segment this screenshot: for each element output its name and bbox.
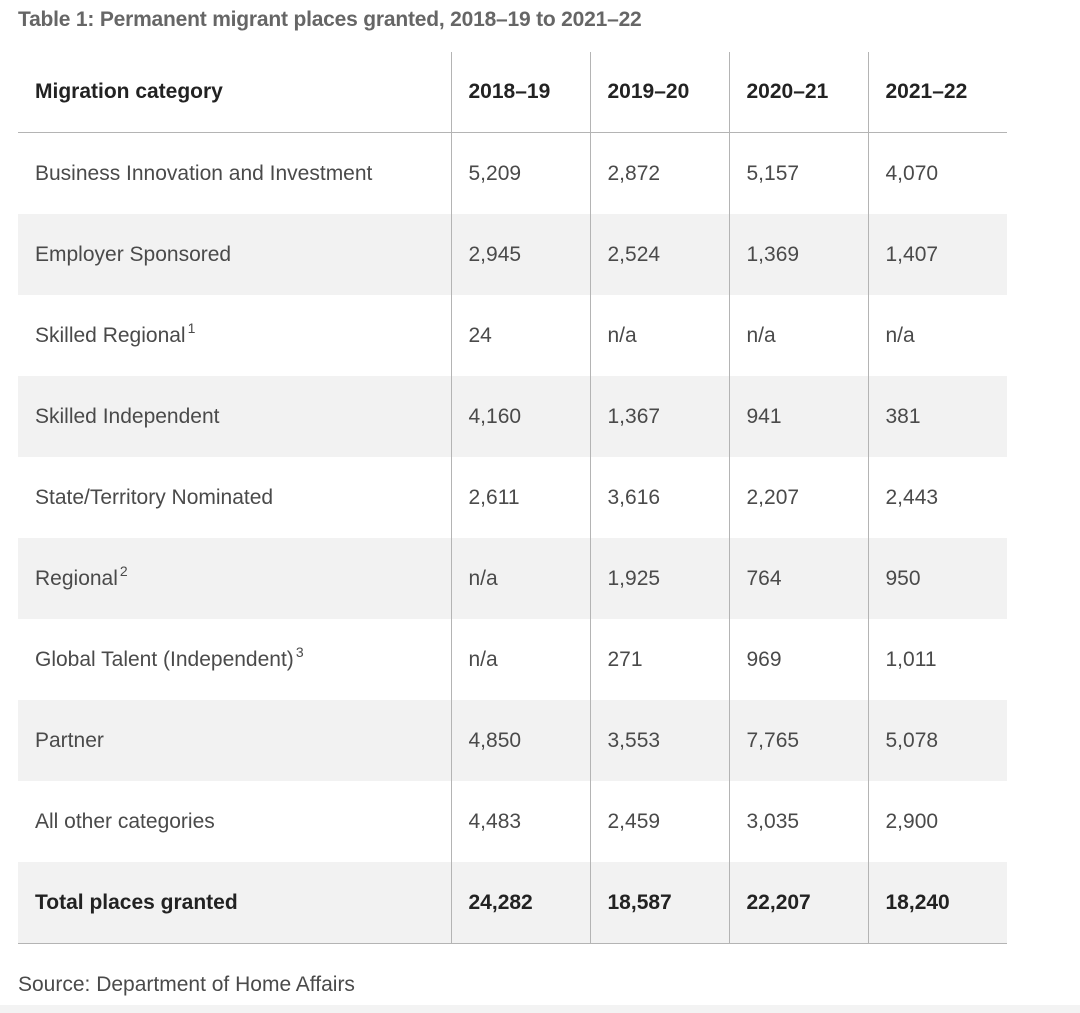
- page-bottom-band: [0, 1005, 1080, 1013]
- table-row: [18, 700, 1007, 781]
- table-row: [18, 295, 1007, 376]
- value-cell: 5,209: [451, 133, 590, 215]
- value-cell: 1,369: [729, 214, 868, 295]
- footnote-marker: 3: [295, 643, 304, 660]
- total-row: [18, 862, 1007, 944]
- row-label-cell: [18, 376, 451, 457]
- value-cell: 4,483: [451, 781, 590, 862]
- table-row: [18, 457, 1007, 538]
- value-cell: 1,407: [868, 214, 1007, 295]
- value-cell: 24: [451, 295, 590, 376]
- value-cell: 4,070: [868, 133, 1007, 215]
- value-cell: 271: [590, 619, 729, 700]
- row-label: Skilled Independent: [35, 404, 220, 428]
- value-cell: 7,765: [729, 700, 868, 781]
- value-cell: 2,872: [590, 133, 729, 215]
- row-label: Global Talent (Independent): [35, 647, 294, 671]
- value-cell: 381: [868, 376, 1007, 457]
- value-cell: 3,035: [729, 781, 868, 862]
- value-cell: n/a: [729, 295, 868, 376]
- table-body: [18, 133, 1007, 944]
- value-cell: n/a: [451, 538, 590, 619]
- column-header-year: 2021–22: [868, 52, 1007, 133]
- value-cell: 4,160: [451, 376, 590, 457]
- value-cell: 2,900: [868, 781, 1007, 862]
- value-cell: 5,078: [868, 700, 1007, 781]
- value-cell: n/a: [451, 619, 590, 700]
- table-row: [18, 376, 1007, 457]
- value-cell: 4,850: [451, 700, 590, 781]
- column-header-year: 2019–20: [590, 52, 729, 133]
- table-row: [18, 214, 1007, 295]
- footnote-marker: 1: [187, 319, 196, 336]
- row-label-cell: [18, 133, 451, 215]
- value-cell: 969: [729, 619, 868, 700]
- value-cell: 3,616: [590, 457, 729, 538]
- value-cell: 950: [868, 538, 1007, 619]
- row-label-cell: [18, 538, 451, 619]
- row-label: Business Innovation and Investment: [35, 161, 373, 185]
- value-cell: 2,207: [729, 457, 868, 538]
- row-label: All other categories: [35, 809, 215, 833]
- row-label-cell: [18, 619, 451, 700]
- total-value-cell: 18,587: [590, 862, 729, 944]
- row-label: Employer Sponsored: [35, 242, 232, 266]
- table-header-row: [18, 52, 1007, 133]
- total-value-cell: 22,207: [729, 862, 868, 944]
- row-label-cell: [18, 781, 451, 862]
- row-label-cell: [18, 295, 451, 376]
- column-header-year: 2018–19: [451, 52, 590, 133]
- source-note: Source: Department of Home Affairs: [18, 973, 355, 996]
- row-label: Partner: [35, 728, 104, 752]
- row-label: Skilled Regional: [35, 323, 186, 347]
- migrant-places-table: [18, 52, 1007, 944]
- table-row: [18, 133, 1007, 215]
- total-value-cell: 18,240: [868, 862, 1007, 944]
- value-cell: 1,011: [868, 619, 1007, 700]
- table-row: [18, 619, 1007, 700]
- value-cell: 1,367: [590, 376, 729, 457]
- value-cell: 3,553: [590, 700, 729, 781]
- total-label: Total places granted: [18, 862, 451, 944]
- table-row: [18, 538, 1007, 619]
- value-cell: 2,945: [451, 214, 590, 295]
- row-label: State/Territory Nominated: [35, 485, 274, 509]
- table-row: [18, 781, 1007, 862]
- value-cell: 2,459: [590, 781, 729, 862]
- value-cell: n/a: [868, 295, 1007, 376]
- value-cell: 2,524: [590, 214, 729, 295]
- value-cell: 2,443: [868, 457, 1007, 538]
- table-caption: Table 1: Permanent migrant places granted, 2018–19 to 2021–22: [18, 8, 642, 31]
- value-cell: 2,611: [451, 457, 590, 538]
- total-value-cell: 24,282: [451, 862, 590, 944]
- row-label-cell: [18, 457, 451, 538]
- value-cell: 5,157: [729, 133, 868, 215]
- column-header-year: 2020–21: [729, 52, 868, 133]
- column-header-category: Migration category: [18, 52, 451, 133]
- value-cell: 764: [729, 538, 868, 619]
- value-cell: 941: [729, 376, 868, 457]
- row-label: Regional: [35, 566, 118, 590]
- row-label-cell: [18, 214, 451, 295]
- value-cell: n/a: [590, 295, 729, 376]
- footnote-marker: 2: [119, 562, 128, 579]
- value-cell: 1,925: [590, 538, 729, 619]
- row-label-cell: [18, 700, 451, 781]
